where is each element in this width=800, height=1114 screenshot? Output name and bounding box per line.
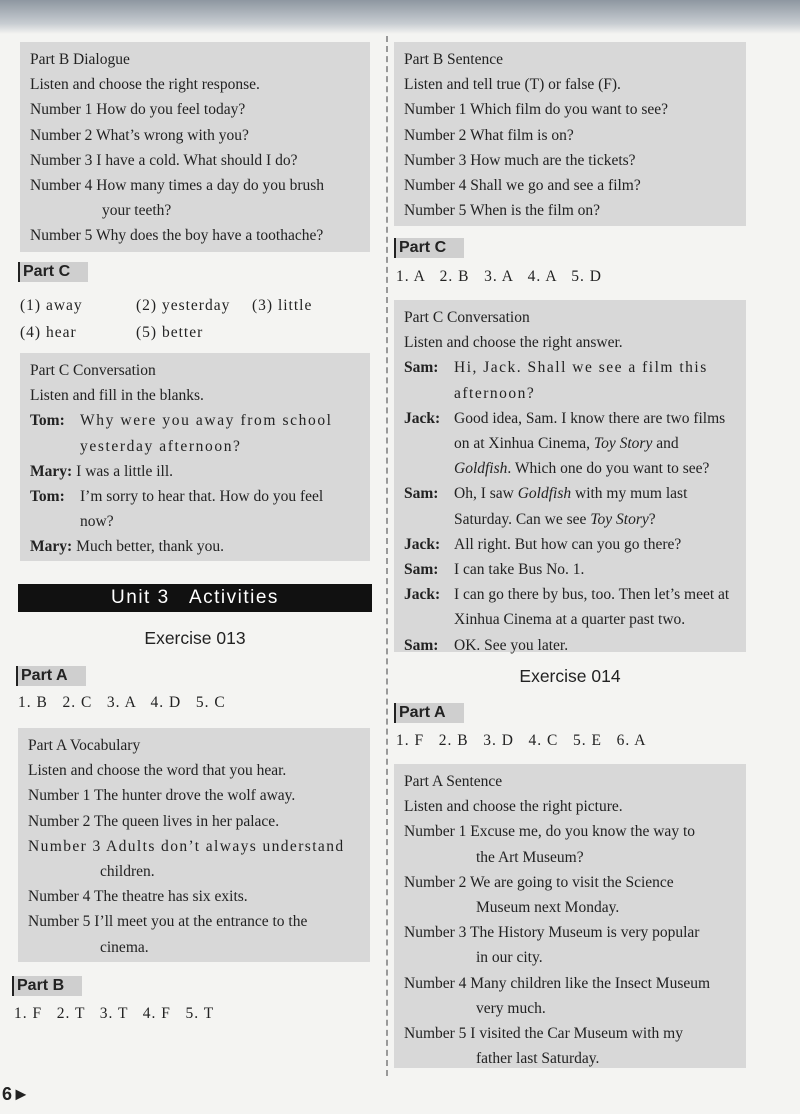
dialog-line xyxy=(30,484,360,534)
sentence-title: Part B Sentence xyxy=(404,51,504,68)
sentence-number-3: Number 3 How much are the tickets? xyxy=(404,151,636,169)
sentence-number-3-cont: in our city. xyxy=(476,949,543,967)
speech-part: and xyxy=(652,435,679,453)
dialogue-number-1: Number 1 How do you feel today? xyxy=(30,101,246,119)
answer-4: (4) hear xyxy=(20,324,77,341)
sentence-number-3: Number 3 The History Museum is very popular xyxy=(404,924,700,942)
speech: Much better, thank you. xyxy=(76,538,225,556)
speaker: Jack: xyxy=(404,586,441,604)
speaker-icon: ► xyxy=(12,1084,30,1104)
exercise-014-title: Exercise 014 xyxy=(519,666,621,686)
speaker: Sam: xyxy=(404,636,439,654)
speech: I can go there by bus, too. Then let’s meet at Xinhua Cinema at a quarter past two. xyxy=(454,586,730,629)
speech: I’m sorry to hear that. How do you feel now? xyxy=(80,488,324,531)
sentence-instruction: Listen and tell true (T) or false (F). xyxy=(404,76,621,94)
sentence-number-1: Number 1 Excuse me, do you know the way to xyxy=(404,823,695,841)
sentence-number-5: Number 5 When is the film on? xyxy=(404,202,601,220)
exercise-013-title: Exercise 013 xyxy=(144,628,246,648)
part-c-answers-right: 1. A 2. B 3. A 4. A 5. D xyxy=(396,268,602,285)
speaker: Mary: xyxy=(30,462,73,480)
sentence-number-4: Number 4 Many children like the Insect Museum xyxy=(404,974,711,992)
vocab-number-2: Number 2 The queen lives in her palace. xyxy=(28,812,280,830)
dialogue-instruction: Listen and choose the right response. xyxy=(30,76,260,94)
vocab-number-5: Number 5 I’ll meet you at the entrance to the xyxy=(28,913,308,931)
dialogue-number-5: Number 5 Why does the boy have a toothache? xyxy=(30,227,324,245)
vocab-number-4: Number 4 The theatre has six exits. xyxy=(28,888,248,906)
sentence-number-4-cont: very much. xyxy=(476,999,546,1017)
speaker: Jack: xyxy=(404,409,441,427)
vocab-title: Part A Vocabulary xyxy=(28,737,141,754)
film-title: Toy Story xyxy=(590,510,649,528)
dialogue-number-2: Number 2 What’s wrong with you? xyxy=(30,126,249,144)
speech-part: Oh, I saw xyxy=(454,485,518,503)
part-b-sentence-box xyxy=(394,42,746,226)
column-divider xyxy=(386,36,388,1076)
dialog-line xyxy=(404,582,736,632)
sentence-number-5-cont: father last Saturday. xyxy=(476,1050,600,1068)
part-c-tag-left: Part C xyxy=(18,262,88,282)
sentence-number-4: Number 4 Shall we go and see a film? xyxy=(404,177,641,195)
page-number-text: 6 xyxy=(2,1084,13,1104)
vocab-number-1: Number 1 The hunter drove the wolf away. xyxy=(28,787,296,805)
speech-part: with my mum last Saturday. Can we see xyxy=(454,485,688,528)
part-a-answers-left: 1. B 2. C 3. A 4. D 5. C xyxy=(18,694,226,711)
dialog-line xyxy=(404,633,736,658)
speaker: Mary: xyxy=(30,538,73,556)
speaker: Sam: xyxy=(404,561,439,579)
speaker: Jack: xyxy=(404,535,441,553)
speech-part: Good idea, Sam. I know there are two films on at Xinhua Cinema, xyxy=(454,409,726,453)
answer-2: (2) yesterday xyxy=(136,297,231,314)
part-a-answers-right: 1. F 2. B 3. D 4. C 5. E 6. A xyxy=(396,732,647,749)
speaker: Sam: xyxy=(404,359,439,377)
sentence-instruction: Listen and choose the right picture. xyxy=(404,798,623,816)
sentence-number-2: Number 2 What film is on? xyxy=(404,126,574,144)
dialog-line xyxy=(404,532,736,557)
speech xyxy=(454,406,736,482)
part-a-sentence-box xyxy=(394,764,746,1068)
speaker: Sam: xyxy=(404,485,439,503)
speech: OK. See you later. xyxy=(454,636,569,654)
answer-5: (5) better xyxy=(136,324,204,341)
sentence-number-5: Number 5 I visited the Car Museum with my xyxy=(404,1025,683,1043)
film-title: Toy Story xyxy=(593,435,653,453)
dialog-line xyxy=(404,481,736,531)
part-c-conversation-box-left xyxy=(20,353,370,561)
film-title: Goldfish xyxy=(454,460,508,478)
part-c-answers-left xyxy=(20,292,312,346)
dialogue-number-3: Number 3 I have a cold. What should I do? xyxy=(30,151,298,169)
answer-1: (1) away xyxy=(20,297,83,314)
speech: I can take Bus No. 1. xyxy=(454,561,585,579)
conv-title: Part C Conversation xyxy=(30,362,156,379)
vocab-number-5-cont: cinema. xyxy=(100,938,149,956)
dialog-line xyxy=(404,406,736,482)
part-b-dialogue-box xyxy=(20,42,370,252)
speaker: Tom: xyxy=(30,488,65,506)
answer-3: (3) little xyxy=(252,297,313,314)
speech: Why were you away from school yesterday afternoon? xyxy=(80,412,333,455)
part-a-tag-right: Part A xyxy=(394,703,464,723)
dialog-line xyxy=(30,459,360,484)
part-a-vocabulary-box xyxy=(18,728,370,962)
speech: Hi, Jack. Shall we see a film this afternoon? xyxy=(454,359,708,402)
dialog-line xyxy=(30,408,360,458)
dialogue-number-4-cont: your teeth? xyxy=(102,202,172,220)
page-header-band xyxy=(0,0,800,34)
part-c-conversation-box-right xyxy=(394,300,746,652)
speech-part: ? xyxy=(648,510,656,528)
part-a-tag-left: Part A xyxy=(16,666,86,686)
page-number xyxy=(2,1084,30,1105)
speaker: Tom: xyxy=(30,412,65,430)
dialog-line xyxy=(404,355,736,405)
dialogue-title: Part B Dialogue xyxy=(30,51,130,68)
film-title: Goldfish xyxy=(517,485,572,503)
speech: I was a little ill. xyxy=(76,462,174,480)
part-b-tag-left: Part B xyxy=(12,976,82,996)
sentence-number-1-cont: the Art Museum? xyxy=(476,848,584,866)
vocab-instruction: Listen and choose the word that you hear. xyxy=(28,762,287,780)
dialog-line xyxy=(404,557,736,582)
sentence-number-2-cont: Museum next Monday. xyxy=(476,899,620,917)
sentence-number-2: Number 2 We are going to visit the Science xyxy=(404,873,674,891)
sentence-number-1: Number 1 Which film do you want to see? xyxy=(404,101,669,119)
conv-instruction: Listen and choose the right answer. xyxy=(404,334,623,352)
speech xyxy=(454,481,736,531)
part-b-answers-left: 1. F 2. T 3. T 4. F 5. T xyxy=(14,1005,215,1022)
unit-title-bar: Unit 3 Activities xyxy=(18,584,372,612)
dialog-line xyxy=(30,534,360,559)
vocab-number-3: Number 3 Adults don’t always understand xyxy=(28,837,345,855)
vocab-number-3-cont: children. xyxy=(100,863,155,881)
part-c-tag-right: Part C xyxy=(394,238,464,258)
sentence-title: Part A Sentence xyxy=(404,773,503,790)
conv-instruction: Listen and fill in the blanks. xyxy=(30,387,204,405)
conv-title: Part C Conversation xyxy=(404,309,530,326)
speech: All right. But how can you go there? xyxy=(454,535,682,553)
dialogue-number-4: Number 4 How many times a day do you brush xyxy=(30,177,325,195)
speech-part: . Which one do you want to see? xyxy=(507,460,710,478)
